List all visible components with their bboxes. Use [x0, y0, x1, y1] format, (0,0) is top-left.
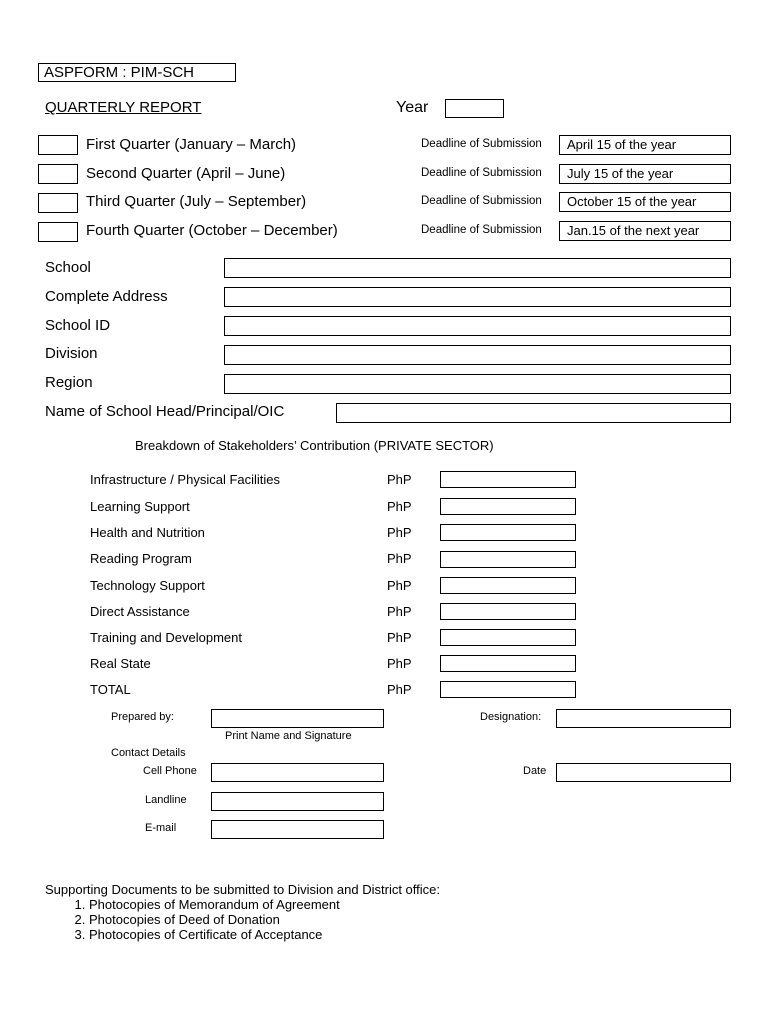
supporting-document-item: 3. Photocopies of Certificate of Acceptance [89, 927, 440, 942]
contribution-label-real-state: Real State [90, 656, 151, 671]
designation-input[interactable] [556, 709, 731, 728]
email-input[interactable] [211, 820, 384, 839]
supporting-document-item: 2. Photocopies of Deed of Donation [89, 912, 440, 927]
year-input[interactable] [445, 99, 504, 118]
form-code: ASPFORM : PIM-SCH [44, 64, 195, 81]
prepared-by-input[interactable] [211, 709, 384, 728]
landline-input[interactable] [211, 792, 384, 811]
region-label: Region [45, 374, 93, 391]
contribution-label-learning-support: Learning Support [90, 499, 190, 514]
second-quarter-deadline-label: Deadline of Submission [421, 167, 542, 179]
fourth-quarter-deadline: Jan.15 of the next year [559, 221, 731, 241]
contribution-label-health-nutrition: Health and Nutrition [90, 525, 205, 540]
date-label: Date [523, 765, 547, 777]
third-quarter-deadline-label: Deadline of Submission [421, 195, 542, 207]
currency-label: PhP [387, 630, 412, 645]
first-quarter-checkbox[interactable] [38, 135, 78, 155]
currency-label: PhP [387, 656, 412, 671]
second-quarter-checkbox[interactable] [38, 164, 78, 184]
school-input[interactable] [224, 258, 731, 278]
school-head-input[interactable] [336, 403, 731, 423]
year-label: Year [396, 99, 429, 116]
complete-address-label: Complete Address [45, 288, 168, 305]
third-quarter-deadline: October 15 of the year [559, 192, 731, 212]
print-name-signature-label: Print Name and Signature [225, 730, 352, 742]
contribution-input-health-nutrition[interactable] [440, 524, 576, 541]
division-input[interactable] [224, 345, 731, 365]
third-quarter-checkbox[interactable] [38, 193, 78, 213]
contribution-label-training-development: Training and Development [90, 630, 242, 645]
first-quarter-deadline-label: Deadline of Submission [421, 138, 542, 150]
contribution-input-training-development[interactable] [440, 629, 576, 646]
fourth-quarter-label: Fourth Quarter (October – December) [86, 222, 338, 239]
landline-label: Landline [145, 794, 187, 806]
contribution-label-infrastructure: Infrastructure / Physical Facilities [90, 472, 281, 487]
school-head-label: Name of School Head/Principal/OIC [45, 403, 285, 420]
currency-label: PhP [387, 551, 412, 566]
breakdown-title: Breakdown of Stakeholders’ Contribution (PRIVATE SECTOR) [135, 438, 494, 453]
fourth-quarter-checkbox[interactable] [38, 222, 78, 242]
supporting-documents [45, 882, 440, 942]
designation-label: Designation: [480, 711, 542, 723]
second-quarter-label: Second Quarter (April – June) [86, 165, 286, 182]
cell-phone-input[interactable] [211, 763, 384, 782]
currency-label: PhP [387, 604, 412, 619]
division-label: Division [45, 345, 98, 362]
school-label: School [45, 259, 91, 276]
currency-label: PhP [387, 499, 412, 514]
contribution-input-infrastructure[interactable] [440, 471, 576, 488]
report-title: QUARTERLY REPORT [45, 99, 202, 116]
currency-label: PhP [387, 682, 412, 697]
contribution-input-direct-assistance[interactable] [440, 603, 576, 620]
contribution-input-real-state[interactable] [440, 655, 576, 672]
first-quarter-label: First Quarter (January – March) [86, 136, 297, 153]
email-label: E-mail [145, 822, 177, 834]
contribution-label-total: TOTAL [90, 682, 131, 697]
contribution-label-reading-program: Reading Program [90, 551, 192, 566]
fourth-quarter-deadline-label: Deadline of Submission [421, 224, 542, 236]
form-code-box [38, 63, 236, 82]
school-id-input[interactable] [224, 316, 731, 336]
complete-address-input[interactable] [224, 287, 731, 307]
contribution-input-total[interactable] [440, 681, 576, 698]
prepared-by-label: Prepared by: [111, 711, 174, 723]
contact-details-label: Contact Details [111, 747, 186, 759]
contribution-input-reading-program[interactable] [440, 551, 576, 568]
contribution-input-learning-support[interactable] [440, 498, 576, 515]
cell-phone-label: Cell Phone [143, 765, 197, 777]
supporting-documents-list [45, 897, 440, 942]
region-input[interactable] [224, 374, 731, 394]
currency-label: PhP [387, 525, 412, 540]
date-input[interactable] [556, 763, 731, 782]
first-quarter-deadline: April 15 of the year [559, 135, 731, 155]
supporting-document-item: 1. Photocopies of Memorandum of Agreement [89, 897, 440, 912]
school-id-label: School ID [45, 317, 111, 334]
currency-label: PhP [387, 578, 412, 593]
contribution-label-direct-assistance: Direct Assistance [90, 604, 190, 619]
supporting-documents-title: Supporting Documents to be submitted to Division and District office: [45, 882, 441, 897]
contribution-input-technology-support[interactable] [440, 577, 576, 594]
contribution-label-technology-support: Technology Support [90, 578, 205, 593]
second-quarter-deadline: July 15 of the year [559, 164, 731, 184]
currency-label: PhP [387, 472, 412, 487]
third-quarter-label: Third Quarter (July – September) [86, 193, 307, 210]
